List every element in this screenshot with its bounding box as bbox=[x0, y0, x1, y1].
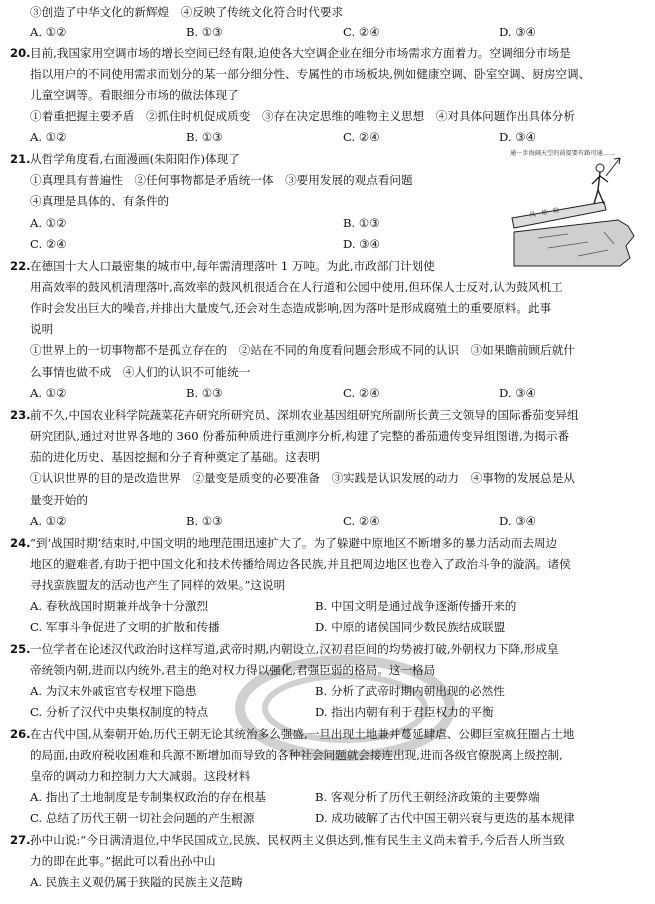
q22-choice-line: ①世界上的一切事物都不是孤立存在的 ②站在不同的角度看问题会形成不同的认识 ③如果瞻前顾后就什 bbox=[30, 343, 575, 357]
q21-number: 21. bbox=[10, 152, 31, 166]
q21-option-b[interactable]: B. ①③ bbox=[343, 216, 380, 230]
q23-stem-line: 茄的进化历史、基因挖掘和分子育种奠定了基础。这表明 bbox=[30, 450, 320, 464]
q26-option-a[interactable]: A. 指出了土地制度是专制集权政治的存在根基 bbox=[30, 790, 267, 804]
q21-option-d[interactable]: D. ③④ bbox=[343, 237, 381, 251]
q22-option-c[interactable]: C. ②④ bbox=[343, 386, 380, 400]
q27-stem-line: 力的即在此事。”据此可以看出孙中山 bbox=[30, 854, 216, 868]
q25-number: 25. bbox=[10, 642, 31, 656]
q26-option-d[interactable]: D. 成功破解了古代中国王朝兴衰与更迭的基本规律 bbox=[315, 811, 575, 825]
q26-option-b[interactable]: B. 客观分析了历代王朝经济政策的主要弊端 bbox=[315, 790, 540, 804]
q25-stem-line: 帝统领内朝,进而以内统外,君主的绝对权力得以强化,君强臣弱的格局。这一格局 bbox=[30, 663, 436, 677]
q19-option-c[interactable]: C. ②④ bbox=[343, 25, 380, 39]
q19-option-b[interactable]: B. ①③ bbox=[186, 25, 223, 39]
q19-option-a[interactable]: A. ①② bbox=[30, 25, 67, 39]
q22-option-a[interactable]: A. ①② bbox=[30, 386, 67, 400]
q23-option-b[interactable]: B. ①③ bbox=[186, 514, 223, 528]
q23-stem-line: 前不久,中国农业科学院蔬菜花卉研究所研究员、深圳农业基因组研究所副所长黄三文领导的国际番茄变异组 bbox=[30, 408, 579, 422]
q20-stem-line: 指以用户的不同使用需求而划分的某一部分细分性、专属性的市场板块,例如健康空调、卧室空调、厨房空调、 bbox=[30, 67, 591, 81]
q23-choice-line: 量变开始的 bbox=[30, 493, 88, 507]
q20-stem-line: 儿童空调等。看眼细分市场的做法体现了 bbox=[30, 88, 239, 102]
cartoon-image bbox=[508, 146, 644, 268]
q21-choice-line: ①真理具有普遍性 ②任何事物都是矛盾统一体 ③要用发展的观点看问题 bbox=[30, 173, 413, 187]
q20-option-b[interactable]: B. ①③ bbox=[186, 130, 223, 144]
q20-choices: ①着重把握主要矛盾 ②抓住时机促成质变 ③存在决定思维的唯物主义思想 ④对具体问题作出具体分析 bbox=[30, 109, 575, 123]
q20-number: 20. bbox=[10, 46, 31, 60]
q22-option-d[interactable]: D. ③④ bbox=[499, 386, 537, 400]
q26-number: 26. bbox=[10, 727, 31, 741]
q26-stem-line: 在古代中国,从秦朝开始,历代王朝无论其统治多么强盛,一旦出现土地兼并蔓延肆虐、公卿巨室疯狂圈占土地 bbox=[30, 727, 575, 741]
q23-number: 23. bbox=[10, 408, 31, 422]
q21-option-a[interactable]: A. ①② bbox=[30, 216, 67, 230]
q22-number: 22. bbox=[10, 259, 31, 273]
q24-stem-line: 地区的避难者,有助于把中国文化和技术传播给周边各民族,并且把周边地区也卷入了政治斗争的漩涡。诸侯 bbox=[30, 557, 571, 571]
q22-stem-line: 作时会发出巨大的噪音,并排出大量废气,还会对生态造成影响,因为落叶是形成腐殖土的重要原料。此事 bbox=[30, 301, 552, 315]
q20-option-d[interactable]: D. ③④ bbox=[499, 130, 537, 144]
q24-stem-line: 寻找蛮族盟友的活动也产生了同样的效果。”这说明 bbox=[30, 578, 286, 592]
q27-stem-line: 孙中山说:“今日满清退位,中华民国成立,民族、民权两主义俱达到,惟有民生主义尚未着手,今后吾人所当致 bbox=[30, 833, 565, 847]
q20-option-a[interactable]: A. ①② bbox=[30, 130, 67, 144]
q21-option-c[interactable]: C. ②④ bbox=[30, 237, 67, 251]
q25-option-a[interactable]: A. 为汉末外戚宦官专权埋下隐患 bbox=[30, 684, 197, 698]
q27-number: 27. bbox=[10, 833, 31, 847]
q24-option-d[interactable]: D. 中原的诸侯国同少数民族结成联盟 bbox=[315, 620, 506, 634]
cartoon-caption: 通一步海阔天空的前提要有路可通…… bbox=[510, 150, 616, 157]
q26-stem-line: 的局面,由政府税收困难和兵源不断增加而导致的各种社会问题就会接连出现,进而各级官僚脱离上级控制, bbox=[30, 748, 563, 762]
q21-choice-line: ④真理是具体的、有条件的 bbox=[30, 194, 170, 208]
q23-option-d[interactable]: D. ③④ bbox=[499, 514, 537, 528]
q24-option-a[interactable]: A. 春秋战国时期兼并战争十分激烈 bbox=[30, 599, 209, 613]
q22-option-b[interactable]: B. ①③ bbox=[186, 386, 223, 400]
q26-option-c[interactable]: C. 总结了历代王朝一切社会问题的产生根源 bbox=[30, 811, 255, 825]
q23-option-a[interactable]: A. ①② bbox=[30, 514, 67, 528]
q26-stem-line: 皇帝的调动力和控制力大大减弱。这段材料 bbox=[30, 769, 251, 783]
q25-option-c[interactable]: C. 分析了汉代中央集权制度的特点 bbox=[30, 705, 209, 719]
q27-option-a[interactable]: A. 民族主义观仍属于狭隘的民族主义范畴 bbox=[30, 875, 243, 889]
q23-stem-line: 研究团队,通过对世界各地的 360 份番茄种质进行重测序分析,构建了完整的番茄遗传变异组图谱,为揭示番 bbox=[30, 429, 570, 443]
q20-option-c[interactable]: C. ②④ bbox=[343, 130, 380, 144]
q25-stem-line: 一位学者在论述汉代政治时这样写道,武帝时期,内朝设立,汉初君臣间的均势被打破,外朝权力下降,形成皇 bbox=[30, 642, 559, 656]
q23-option-c[interactable]: C. ②④ bbox=[343, 514, 380, 528]
q21-stem-line: 从哲学角度看,右面漫画(朱阳阳作)体现了 bbox=[30, 152, 240, 166]
q24-option-c[interactable]: C. 军事斗争促进了文明的扩散和传播 bbox=[30, 620, 220, 634]
q22-stem-line: 用高效率的鼓风机清理落叶,高效率的鼓风机很适合在人行道和公园中使用,但环保人士反对,认为鼓风机工 bbox=[30, 280, 563, 294]
cartoon-sign-text: 风 格 险 bbox=[529, 206, 560, 219]
q19-option-d[interactable]: D. ③④ bbox=[499, 25, 537, 39]
q22-stem-line: 在德国十大人口最密集的城市中,每年需清理落叶 1 万吨。为此,市政部门计划使 bbox=[30, 259, 435, 273]
q25-option-d[interactable]: D. 指出内朝有利于君臣权力的平衡 bbox=[315, 705, 494, 719]
q22-choice-line: 么事情也做不成 ④人们的认识不可能统一 bbox=[30, 365, 251, 379]
q20-stem-line: 目前,我国家用空调市场的增长空间已经有限,迫使各大空调企业在细分市场需求方面着力。空调细分市场是 bbox=[30, 46, 571, 60]
q23-choice-line: ①认识世界的目的是改造世界 ②量变是质变的必要准备 ③实践是认识发展的动力 ④事物的发展总是从 bbox=[30, 471, 575, 485]
q25-option-b[interactable]: B. 分析了武帝时期内朝出现的必然性 bbox=[315, 684, 505, 698]
q24-option-b[interactable]: B. 中国文明是通过战争逐渐传播开来的 bbox=[315, 599, 517, 613]
q19-choice-line: ③创造了中华文化的新辉煌 ④反映了传统文化符合时代要求 bbox=[30, 5, 344, 19]
q22-stem-line: 说明 bbox=[30, 322, 54, 336]
q24-stem-line: “到‘战国时期’结束时,中国文明的地理范围迅速扩大了。为了躲避中原地区不断增多的暴力活动而去周边 bbox=[30, 536, 558, 550]
q24-number: 24. bbox=[10, 536, 31, 550]
